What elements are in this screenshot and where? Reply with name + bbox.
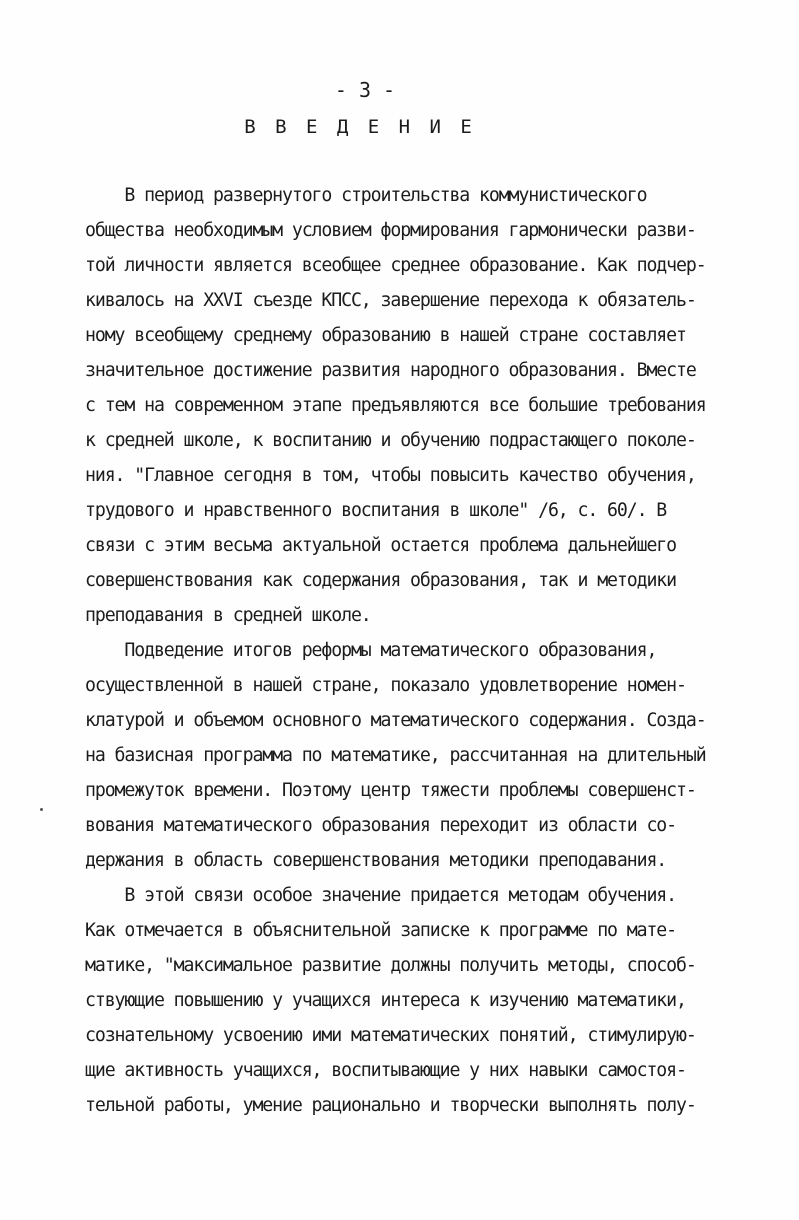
text-line: ния. "Главное сегодня в том, чтобы повысить качество обучения, [85, 465, 696, 486]
text-line: трудового и нравственного воспитания в школе" /6, с. 60/. В [85, 500, 667, 521]
text-line: с тем на современном этапе предъявляются все большие требования [85, 395, 706, 416]
text-line: щие активность учащихся, воспитывающие у них навыки самостоя- [85, 1060, 686, 1081]
text-line: той личности является всеобщее среднее образование. Как подчер- [85, 255, 706, 276]
text-line: связи с этим весьма актуальной остается проблема дальнейшего [85, 535, 676, 556]
text-line: В этой связи особое значение придается методам обучения. [85, 885, 676, 906]
text-line: к средней школе, к воспитанию и обучению подрастающего поколе- [85, 430, 696, 451]
text-line: Как отмечается в объяснительной записке к программе по мате- [85, 920, 676, 941]
text-line: на базисная программа по математике, рассчитанная на длительный [85, 745, 706, 766]
scan-speck [40, 808, 43, 811]
text-line: держания в область совершенствования методики преподавания. [85, 850, 667, 871]
text-line: сознательному усвоению ими математических понятий, стимулирую- [85, 1025, 696, 1046]
text-line: вования математического образования переходит из области со- [85, 815, 676, 836]
text-line: преподавания в средней школе. [85, 605, 371, 626]
text-line: осуществленной в нашей стране, показало удовлетворение номен- [85, 675, 686, 696]
text-line: значительное достижение развития народного образования. Вместе [85, 360, 696, 381]
text-line: В период развернутого строительства коммунистического [85, 185, 647, 206]
text-line: кивалось на XXVI съезде КПСС, завершение перехода к обязатель- [85, 290, 696, 311]
page-number: - 3 - [334, 78, 396, 102]
text-line: матике, "максимальное развитие должны получить методы, способ- [85, 955, 696, 976]
text-line: ствующие повышению у учащихся интереса к изучению математики, [85, 990, 686, 1011]
text-line: промежуток времени. Поэтому центр тяжести проблемы совершенст- [85, 780, 696, 801]
text-line: тельной работы, умение рационально и творчески выполнять полу- [85, 1095, 696, 1116]
text-line: общества необходимым условием формирования гармонически разви- [85, 220, 696, 241]
text-line: ному всеобщему среднему образованию в нашей стране составляет [85, 325, 686, 346]
text-line: Подведение итогов реформы математического образования, [85, 640, 657, 661]
section-heading: В В Е Д Е Н И Е [244, 116, 476, 138]
text-line: совершенствования как содержания образования, так и методики [85, 570, 676, 591]
text-line: клатурой и объемом основного математического содержания. Созда- [85, 710, 706, 731]
